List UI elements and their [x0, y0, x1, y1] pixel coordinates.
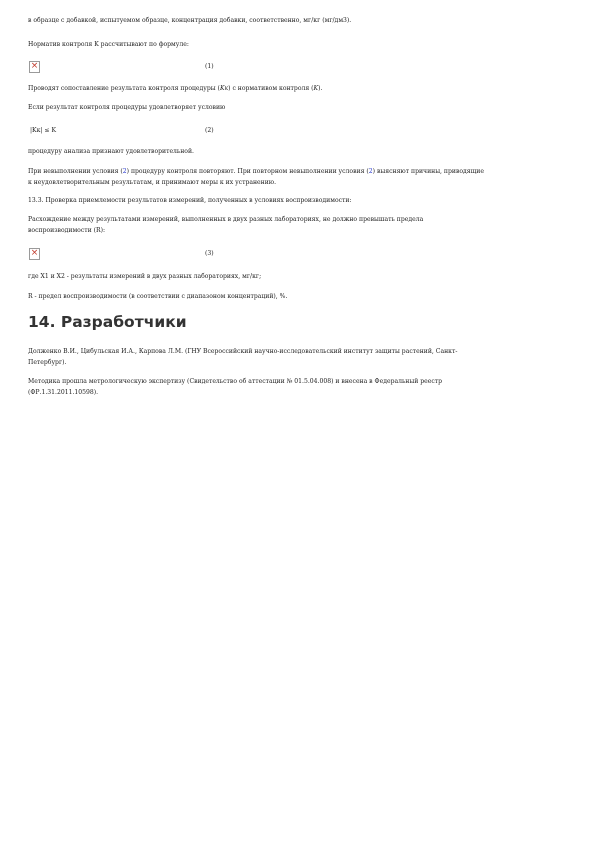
paragraph-discrepancy-line2: воспроизводимости (R):	[28, 227, 106, 234]
paragraph-condition-intro: Если результат контроля процедуры удовлетворяет условию	[28, 104, 226, 111]
paragraph-x-definitions: где X1 и X2 - результаты измерений в двух разных лабораториях, мг/кг;	[28, 273, 262, 280]
developers-certification-line2: (ФР.1.31.2011.10598).	[28, 389, 99, 396]
section-heading-developers: 14. Разработчики	[28, 313, 187, 331]
text-fragment: ) выясняют причины, приводящие	[372, 168, 484, 175]
text-fragment-kk: Kк	[219, 85, 229, 92]
paragraph-r-definition: R - предел воспроизводимости (в соответствии с диапазоном концентраций), %.	[28, 293, 288, 300]
text-fragment: ).	[318, 85, 323, 92]
developers-certification-line1: Методика прошла метрологическую экспертизу (Свидетельство об аттестации № 01.5.04.008) и внесена в Федеральный реестр	[28, 378, 443, 385]
developers-authors-line2: Петербург).	[28, 359, 67, 366]
text-fragment: При невыполнении условия (	[28, 168, 123, 175]
broken-image-icon	[29, 248, 40, 260]
broken-image-icon	[29, 61, 40, 73]
equation-number-1: (1)	[205, 63, 214, 70]
developers-authors-line1: Долженко В.И., Цибульская И.А., Карпова Л.М. (ГНУ Всероссийский научно-исследовательский институт защиты растений, Санкт-	[28, 348, 458, 355]
paragraph-satisfactory: процедуру анализа признают удовлетворительной.	[28, 148, 194, 155]
text-fragment: ) процедуру контроля повторяют. При повторном невыполнении условия (	[126, 168, 369, 175]
paragraph-section-13-3: 13.3. Проверка приемлемости результатов измерений, полученных в условиях воспроизводимости:	[28, 197, 352, 204]
text-fragment: ) с нормативом контроля (	[228, 85, 314, 92]
text-fragment-k: K	[313, 85, 319, 92]
paragraph-norm-formula-intro: Норматив контроля K рассчитывают по формуле:	[28, 41, 189, 48]
equation-number-2: (2)	[205, 127, 214, 134]
formula-condition: |Kк| ≤ K	[30, 127, 56, 134]
paragraph-repeat-control	[28, 167, 548, 178]
text-fragment: Проводят сопоставление результата контроля процедуры (	[28, 85, 220, 92]
paragraph-concentration-definitions: в образце с добавкой, испытуемом образце, концентрация добавки, соответственно, мг/кг (мг/дм3).	[28, 17, 352, 24]
equation-2-link[interactable]: 2	[368, 168, 373, 175]
equation-2-link[interactable]: 2	[122, 168, 127, 175]
paragraph-discrepancy-line1: Расхождение между результатами измерений, выполненных в двух разных лабораториях, не должно превышать предела	[28, 216, 424, 223]
paragraph-comparison	[28, 84, 548, 95]
paragraph-repeat-control-line2: к неудовлетворительным результатам, и принимают меры к их устранению.	[28, 179, 277, 186]
equation-number-3: (3)	[205, 250, 214, 257]
